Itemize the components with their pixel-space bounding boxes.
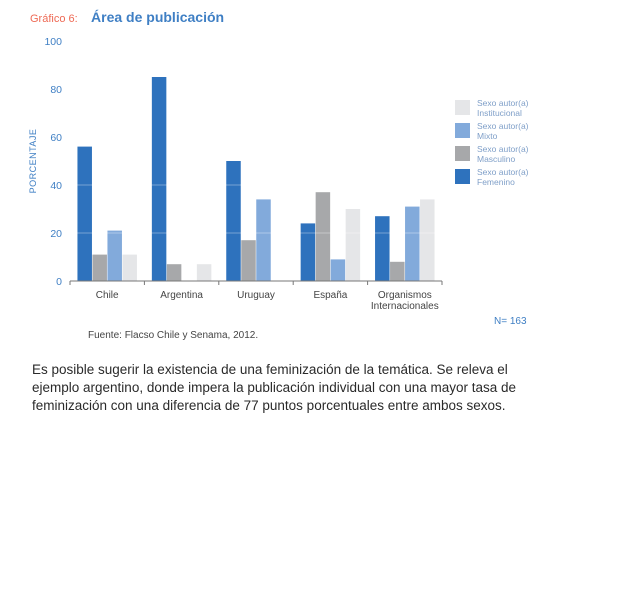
figure-number: Gráfico 6: bbox=[30, 13, 78, 25]
source-note: Fuente: Flacso Chile y Senama, 2012. bbox=[88, 330, 259, 341]
bar bbox=[226, 161, 241, 281]
legend-label: Sexo autor(a) Femenino bbox=[477, 167, 529, 187]
bar bbox=[375, 216, 390, 281]
x-tick-label: Argentina bbox=[160, 290, 204, 301]
legend-swatch bbox=[455, 100, 470, 115]
bar bbox=[316, 192, 331, 281]
bar bbox=[346, 209, 361, 281]
legend-label: Sexo autor(a) Mixto bbox=[477, 121, 529, 141]
y-tick-label: 100 bbox=[44, 36, 62, 48]
y-tick-label: 0 bbox=[56, 276, 62, 288]
bar bbox=[122, 255, 137, 281]
x-tick-label: Chile bbox=[95, 290, 119, 301]
x-tick-label: España bbox=[313, 290, 348, 301]
y-tick-label: 20 bbox=[50, 228, 62, 240]
bar bbox=[301, 223, 316, 281]
bar bbox=[77, 147, 92, 281]
bar bbox=[405, 207, 420, 281]
legend-label: Sexo autor(a) Institucional bbox=[477, 98, 529, 118]
bar bbox=[256, 199, 271, 281]
y-tick-label: 60 bbox=[50, 132, 62, 144]
bar bbox=[241, 240, 256, 281]
bar bbox=[390, 262, 405, 281]
bar bbox=[331, 259, 346, 281]
y-axis-title: PORCENTAJE bbox=[28, 128, 38, 194]
bar bbox=[167, 264, 182, 281]
y-tick-label: 40 bbox=[50, 180, 62, 192]
bar bbox=[92, 255, 107, 281]
x-tick-label: Uruguay bbox=[237, 290, 275, 301]
bar bbox=[420, 199, 435, 281]
body-paragraph: Es posible sugerir la existencia de una feminización de la temática. Se releva el ejemplo argentino, donde impera la publicación individual con una mayor tasa de feminización con una diferencia de 77 puntos porcentuales entre ambos sexos. bbox=[32, 362, 517, 413]
legend-label: Sexo autor(a) Masculino bbox=[477, 144, 529, 164]
figure-title: Área de publicación bbox=[91, 9, 225, 25]
bar bbox=[197, 264, 212, 281]
sample-size-label: N= 163 bbox=[494, 316, 527, 327]
y-tick-label: 80 bbox=[50, 84, 62, 96]
bar bbox=[152, 77, 167, 281]
legend-swatch bbox=[455, 123, 470, 138]
bar bbox=[107, 231, 122, 281]
x-tick-label: Organismos Internacionales bbox=[370, 290, 439, 312]
legend-swatch bbox=[455, 169, 470, 184]
legend-swatch bbox=[455, 146, 470, 161]
